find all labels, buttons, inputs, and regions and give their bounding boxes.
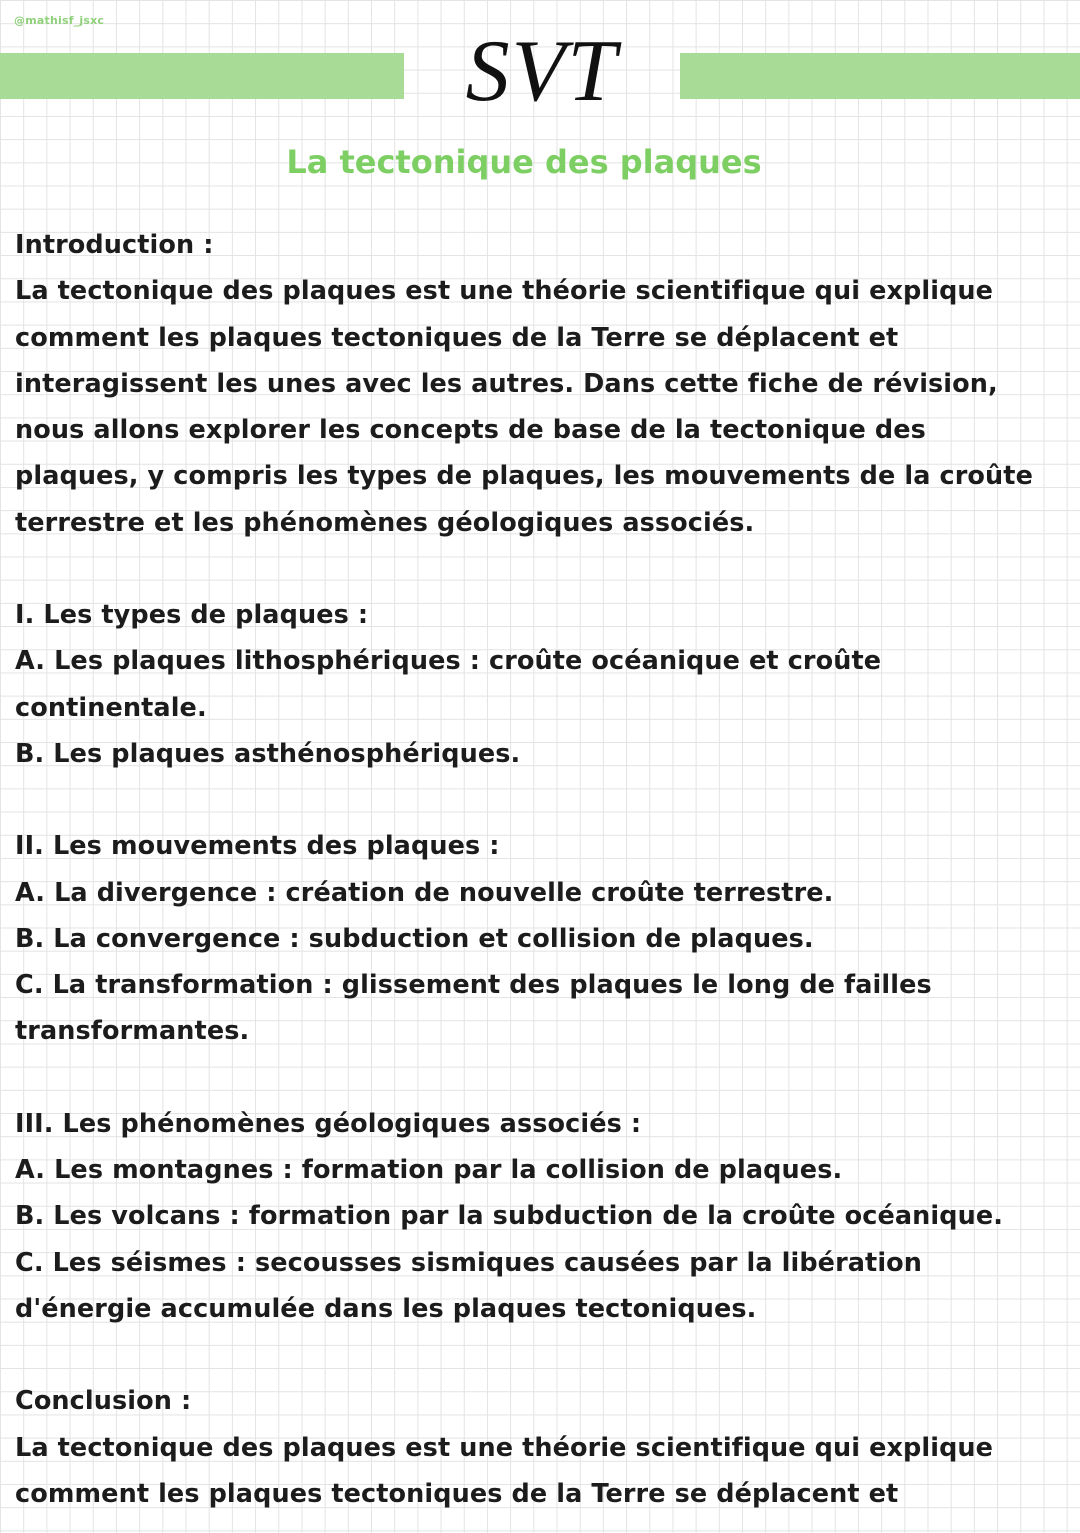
text-line: transformantes. bbox=[15, 1016, 250, 1047]
section-types bbox=[15, 592, 1077, 777]
text-line: La tectonique des plaques est une théorie scientifique qui explique bbox=[15, 1432, 994, 1463]
text-line: A. Les montagnes : formation par la collision de plaques. bbox=[15, 1155, 843, 1186]
text-line: comment les plaques tectoniques de la Terre se déplacent et bbox=[15, 1478, 899, 1509]
text-line: A. La divergence : création de nouvelle croûte terrestre. bbox=[15, 877, 834, 908]
text-line: d'énergie accumulée dans les plaques tectoniques. bbox=[15, 1293, 757, 1324]
text-line: La tectonique des plaques est une théorie scientifique qui explique bbox=[15, 276, 994, 307]
text-line: comment les plaques tectoniques de la Terre se déplacent et bbox=[15, 322, 899, 353]
text-line: B. Les plaques asthénosphériques. bbox=[15, 738, 521, 769]
text-line: continentale. bbox=[15, 692, 207, 723]
spacer bbox=[15, 546, 1077, 592]
author-handle: @mathisf_jsxc bbox=[14, 14, 105, 27]
page-title: SVT bbox=[465, 23, 619, 120]
text-line: interagissent les unes avec les autres. Dans cette fiche de révision, bbox=[15, 368, 998, 399]
text-line: terrestre et les phénomènes géologiques associés. bbox=[15, 507, 755, 538]
section-heading: III. Les phénomènes géologiques associés : bbox=[15, 1108, 642, 1139]
text-line: C. La transformation : glissement des plaques le long de failles bbox=[15, 970, 932, 1001]
text-line: nous allons explorer les concepts de base de la tectonique des bbox=[15, 415, 926, 446]
document-body bbox=[15, 222, 1077, 1517]
spacer bbox=[15, 1332, 1077, 1378]
spacer bbox=[15, 777, 1077, 823]
text-line: C. Les séismes : secousses sismiques causées par la libération bbox=[15, 1247, 923, 1278]
section-introduction bbox=[15, 222, 1077, 546]
page-subtitle: La tectonique des plaques bbox=[286, 143, 762, 181]
text-line: B. Les volcans : formation par la subduction de la croûte océanique. bbox=[15, 1201, 1004, 1232]
text-line: B. La convergence : subduction et collision de plaques. bbox=[15, 923, 814, 954]
section-heading: Conclusion : bbox=[15, 1386, 192, 1417]
section-phenomenes bbox=[15, 1101, 1077, 1332]
spacer bbox=[15, 1055, 1077, 1101]
title-band-left bbox=[0, 53, 404, 99]
title-band-right bbox=[680, 53, 1080, 99]
section-conclusion bbox=[15, 1378, 1077, 1517]
section-mouvements bbox=[15, 823, 1077, 1054]
section-heading: Introduction : bbox=[15, 230, 214, 260]
text-line: plaques, y compris les types de plaques, les mouvements de la croûte bbox=[15, 461, 1033, 492]
section-heading: I. Les types de plaques : bbox=[15, 600, 369, 631]
text-line: A. Les plaques lithosphériques : croûte océanique et croûte bbox=[15, 646, 882, 677]
section-heading: II. Les mouvements des plaques : bbox=[15, 831, 500, 862]
